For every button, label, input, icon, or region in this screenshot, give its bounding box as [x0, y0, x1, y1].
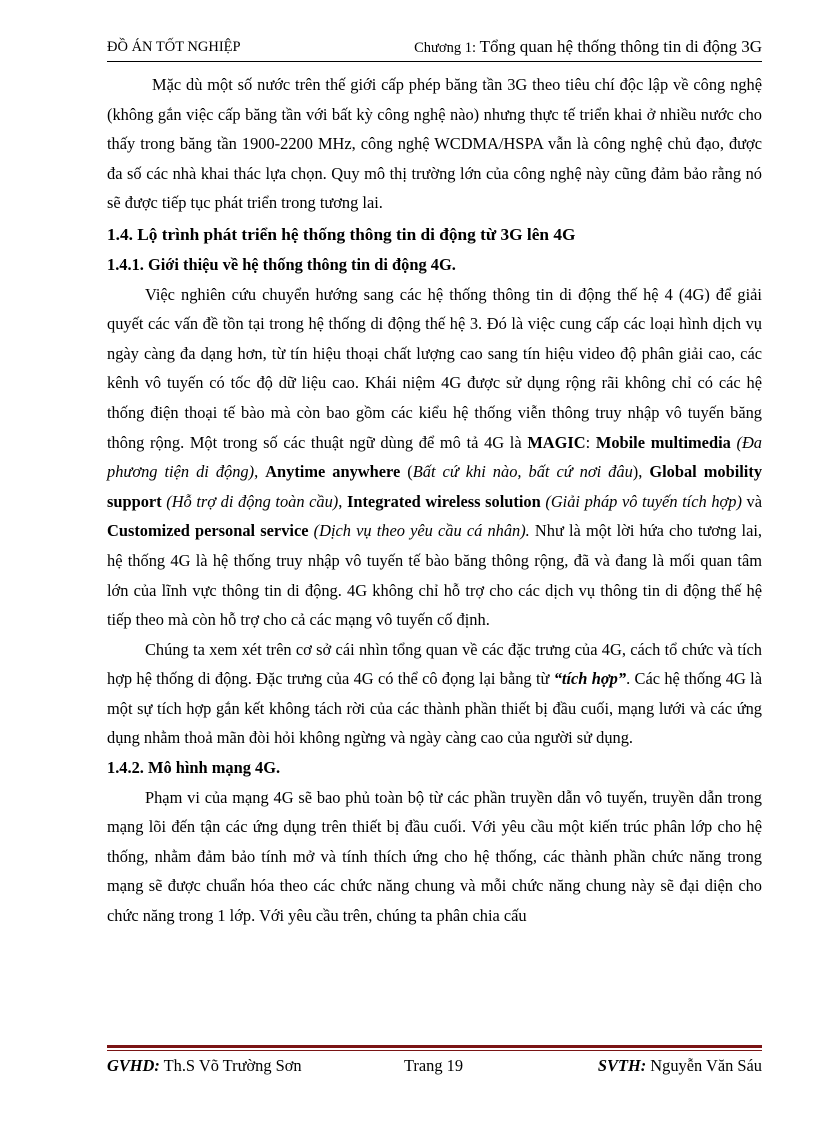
text-run: Việc nghiên cứu chuyển hướng sang các hệ thống thông tin di động thế hệ 4 (4G) để giải quyết các vấn đề tồn tại trong hệ thống di động thế hệ 3. Đó là việc cung cấp các loại hình dịch vụ ngày càng đa dạng hơn, từ tín hiệu thoại chất lượng cao sang tín hiệu video độ phân giải cao, các kênh vô tuyến có tốc độ dữ liệu cao. Khái niệm 4G được sử dụng rộng rãi không chỉ có các hệ thống điện thoại tế bào mà còn bao gồm các kiểu hệ thống viễn thông truy nhập vô tuyến băng thông rộng. Một trong số các thuật ngữ dùng để mô tả 4G là — [107, 284, 762, 452]
chapter-label: Chương 1: — [414, 40, 476, 56]
text-run: và — [741, 491, 762, 511]
section-heading-1-4-1: 1.4.1. Giới thiệu về hệ thống thông tin di động 4G. — [107, 254, 456, 274]
page-number: Trang 19 — [404, 1056, 464, 1075]
gloss-text: (Đa phương tiện di động) — [107, 432, 763, 482]
term-mobile-multimedia: Mobile multimedia — [595, 432, 731, 452]
text-run: ( — [400, 462, 413, 482]
student-label: SVTH: — [597, 1056, 647, 1075]
term-integrated-wireless: Integrated wireless solution — [346, 491, 541, 511]
page-footer — [107, 1056, 762, 1080]
section-heading-1-4: 1.4. Lộ trình phát triển hệ thống thông tin di động từ 3G lên 4G — [107, 224, 576, 244]
page-content — [107, 70, 762, 931]
gloss-text: (Giải pháp vô tuyến tích hợp) — [540, 491, 742, 511]
page-header — [107, 37, 762, 61]
gloss-text: (Dịch vụ theo yêu cầu cá nhân). — [308, 521, 530, 541]
text-run: Chúng ta xem xét trên cơ sở cái nhìn tổng quan về các đặc trưng của 4G, cách tổ chức và tích hợp hệ thống di động. Đặc trưng của 4G có thể cô đọng lại bằng từ — [107, 639, 762, 689]
chapter-title: Tổng quan hệ thống thông tin di động 3G — [479, 37, 762, 56]
text-run: . Các hệ thống 4G là một sự tích hợp gắn kết không tách rời của các thành phần thiết bị đầu cuối, mạng lưới và các ứng dụng nhằm thoả mãn đòi hỏi không ngừng và ngày càng cao của người sử dụng. — [107, 669, 762, 748]
term-magic: MAGIC — [527, 432, 586, 452]
student-name: Nguyễn Văn Sáu — [646, 1056, 762, 1075]
term-global-mobility: Global mobility support — [107, 462, 763, 511]
term-anytime-anywhere: Anytime anywhere — [265, 462, 401, 482]
footer-rule-thick — [107, 1045, 762, 1048]
text-run: Như là một lời hứa cho tương lai, hệ thống 4G là hệ thống truy nhập vô tuyến tế bào băng thông rộng, đã và đang là mối quan tâm lớn của lĩnh vực thông tin di động. 4G không chỉ hỗ trợ cho các dịch vụ thông tin di động thế hệ tiếp theo mà còn hỗ trợ cho cả các mạng vô tuyến cố định. — [107, 521, 762, 630]
footer-rule-thin — [107, 1050, 762, 1051]
header-rule — [107, 61, 762, 62]
footer-student — [598, 1056, 762, 1076]
header-right — [414, 37, 762, 57]
emphasis-text: “tích hợp” — [553, 669, 627, 689]
text-run: , — [254, 462, 266, 482]
paragraph-4g-model: Phạm vi của mạng 4G sẽ bao phủ toàn bộ từ các phần truyền dẫn vô tuyến, truyền dẫn trong mạng lõi đến tận các ứng dụng trên thiết bị đầu cuối. Với yêu cầu một kiến trúc phân lớp cho hệ thống, nhằm đảm bảo tính mở và tính thích ứng cho hệ thống, các thành phần chức năng trong mạng sẽ được chuẩn hóa theo các chức năng chung và mỗi chức năng chung này sẽ đại diện cho chức năng trong 1 lớp. Với yêu cầu trên, chúng ta phân chia cấu — [107, 787, 762, 926]
section-heading-1-4-2: 1.4.2. Mô hình mạng 4G. — [107, 758, 281, 778]
paragraph-4g-intro — [107, 280, 762, 635]
header-left: ĐỒ ÁN TỐT NGHIỆP — [107, 39, 241, 55]
footer-advisor — [107, 1056, 302, 1076]
advisor-label: GVHD: — [107, 1056, 160, 1075]
text-run: , — [338, 491, 347, 511]
gloss-text: (Hỗ trợ di động toàn cầu) — [161, 491, 339, 511]
text-run: ), — [632, 462, 650, 482]
gloss-text: Bất cứ khi nào, bất cứ nơi đâu — [412, 462, 633, 482]
paragraph-intro: Mặc dù một số nước trên thế giới cấp phép băng tần 3G theo tiêu chí độc lập về công nghệ (không gắn việc cấp băng tần với bất kỳ công nghệ nào) nhưng thực tế triển khai ở nhiều nước cho thấy trong băng tần 1900-2200 MHz, công nghệ WCDMA/HSPA vẫn là công nghệ chủ đạo, được đa số các nhà khai thác lựa chọn. Quy mô thị trường lớn của công nghệ này cũng đảm bảo rằng nó sẽ được tiếp tục phát triển trong tương lai. — [107, 75, 762, 213]
term-customized-service: Customized personal service — [107, 521, 309, 541]
advisor-name: Th.S Võ Trường Sơn — [159, 1056, 302, 1075]
paragraph-4g-integration — [107, 635, 762, 753]
text-run: : — [585, 432, 596, 452]
